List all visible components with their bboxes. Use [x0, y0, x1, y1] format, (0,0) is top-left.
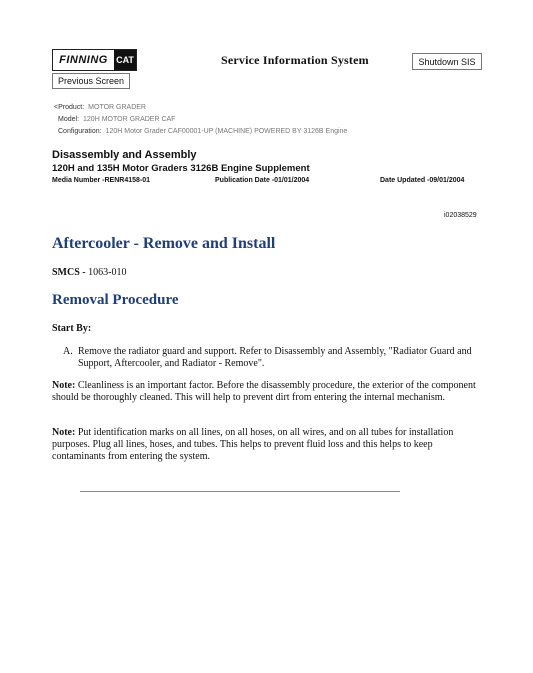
step-text: Remove the radiator guard and support. Refer to Disassembly and Assembly, "Radiator Guard and Support, Aftercooler, and Radiator - Remove".	[78, 346, 472, 369]
model-line	[58, 116, 175, 123]
start-by-heading: Start By:	[52, 323, 92, 334]
note-cleanliness	[52, 380, 482, 404]
logo-text: FINNING	[59, 54, 108, 66]
note-text: Cleanliness is an important factor. Before the disassembly procedure, the exterior of the component should be thoroughly cleaned. This will help to prevent dirt from entering the internal mechanism.	[52, 380, 476, 403]
smcs-label: SMCS -	[52, 267, 86, 278]
article-title: Aftercooler - Remove and Install	[52, 235, 276, 252]
publication-date: Publication Date -01/01/2004	[215, 177, 310, 184]
procedure-title: Removal Procedure	[52, 292, 179, 308]
configuration-value: 120H Motor Grader CAF00001-UP (MACHINE) POWERED BY 3126B Engine	[105, 128, 348, 135]
configuration-label: Configuration:	[58, 128, 102, 135]
note-label: Note:	[52, 427, 76, 438]
product-link[interactable]: <Product:	[54, 104, 85, 111]
product-value: MOTOR GRADER	[88, 104, 146, 111]
finning-cat-logo	[52, 49, 137, 71]
supplement-title: 120H and 135H Motor Graders 3126B Engine Supplement	[52, 163, 310, 174]
step-letter: A.	[63, 346, 73, 357]
media-number: Media Number -RENR4158-01	[52, 177, 151, 184]
cat-badge: CAT	[114, 50, 136, 70]
note-identification	[52, 427, 482, 463]
system-title: Service Information System	[221, 53, 369, 67]
shutdown-sis-button[interactable]: Shutdown SIS	[412, 53, 482, 70]
note-label: Note:	[52, 380, 76, 391]
model-value: 120H MOTOR GRADER CAF	[83, 116, 176, 123]
smcs-code	[52, 267, 126, 278]
date-updated: Date Updated -09/01/2004	[380, 177, 465, 184]
smcs-value: 1063-010	[88, 267, 127, 278]
divider	[80, 491, 400, 492]
configuration-line	[58, 128, 347, 135]
section-title: Disassembly and Assembly	[52, 149, 197, 161]
product-line	[54, 104, 146, 111]
model-label: Model:	[58, 116, 80, 123]
note-text: Put identification marks on all lines, on all hoses, on all wires, and on all tubes for installation purposes. Plug all lines, hoses, and tubes. This helps to prevent fluid loss and this helps to keep contaminants from entering the system.	[52, 427, 454, 462]
document-id: i02038529	[444, 212, 477, 219]
previous-screen-button[interactable]: Previous Screen	[52, 73, 130, 89]
step-a	[63, 346, 483, 370]
